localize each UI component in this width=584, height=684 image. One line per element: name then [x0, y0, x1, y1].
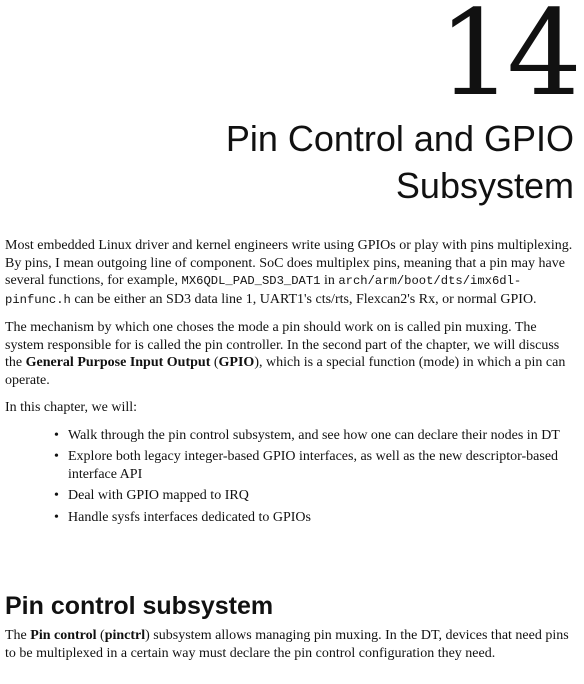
intro-paragraph-2: [5, 319, 577, 389]
text-run: The: [5, 628, 31, 643]
chapter-title: Pin Control and GPIO Subsystem: [225, 118, 574, 206]
list-item: • Handle sysfs interfaces dedicated to GPIOs: [68, 509, 577, 527]
code-pad-name: MX6QDL_PAD_SD3_DAT1: [181, 274, 321, 288]
text-run: The mechanism by which one choses the mode a pin should work on is called pin muxing. The system responsible for is called the pin controller. In the second part of the chapter, we will discuss the: [5, 320, 560, 370]
text-run: (: [210, 355, 219, 370]
code-file-path: arch/arm/boot/dts/imx6dl-pinfunc.h: [5, 274, 522, 307]
intro-paragraph-1: [5, 237, 577, 309]
text-run: ), which is a special function (mode) in which a pin can operate.: [5, 355, 566, 388]
bold-term: Pin control: [30, 628, 97, 643]
text-run: Most embedded Linux driver and kernel engineers write using GPIOs or play with pins multiplexing. By pins, I mean outgoing line of component. SoC does multiplex pins, meaning that a pin may have several functions, for example,: [5, 238, 573, 288]
list-item: • Walk through the pin control subsystem, and see how one can declare their nodes in DT: [68, 427, 577, 445]
section-paragraph: [5, 627, 577, 662]
list-item: • Deal with GPIO mapped to IRQ: [68, 487, 577, 505]
chapter-goals-list: [49, 427, 577, 527]
section-body: [5, 627, 577, 662]
bold-term: General Purpose Input Output: [25, 355, 211, 370]
bold-acronym: GPIO: [218, 355, 255, 370]
list-item: • Explore both legacy integer-based GPIO interfaces, as well as the new descriptor-based interface API: [68, 448, 577, 483]
text-run: ) subsystem allows managing pin muxing. In the DT, devices that need pins to be multiplexed in a certain way must declare the pin control configuration they need.: [5, 628, 569, 661]
text-run: can be either an SD3 data line 1, UART1's cts/rts, Flexcan2's Rx, or normal GPIO.: [70, 291, 537, 307]
chapter-number: 14: [437, 0, 576, 122]
section-heading: Pin control subsystem: [5, 592, 274, 620]
text-run: in: [320, 273, 339, 288]
intro-body: [5, 237, 577, 530]
text-run: (: [96, 628, 105, 643]
bold-term: pinctrl: [104, 628, 146, 643]
intro-paragraph-3: In this chapter, we will:: [5, 400, 138, 415]
